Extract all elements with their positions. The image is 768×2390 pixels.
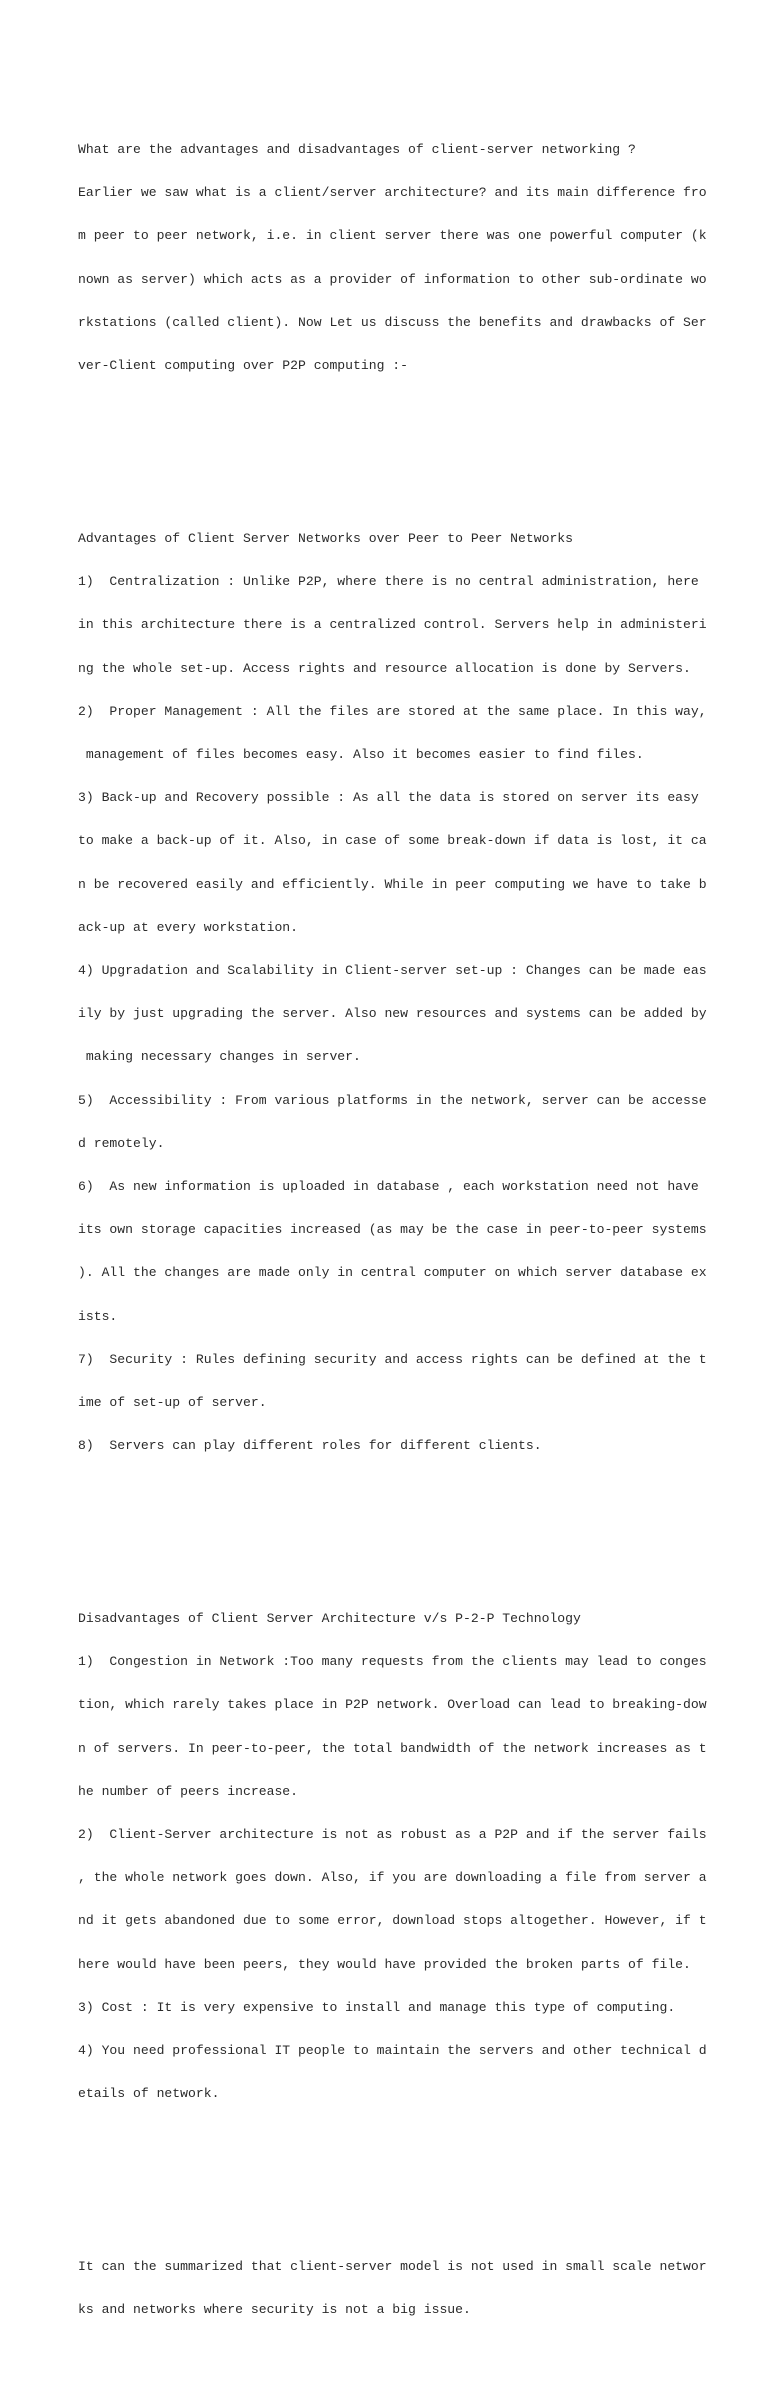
- advantages-line: management of files becomes easy. Also it becomes easier to find files.: [78, 746, 644, 762]
- intro-line: nown as server) which acts as a provider of information to other sub-ordinate wo: [78, 271, 707, 287]
- disadvantages-line: he number of peers increase.: [78, 1783, 299, 1799]
- advantages-line: n be recovered easily and efficiently. While in peer computing we have to take b: [78, 876, 707, 892]
- advantages-line: ily by just upgrading the server. Also new resources and systems can be added by: [78, 1006, 707, 1022]
- advantages-line: making necessary changes in server.: [78, 1049, 361, 1065]
- advantages-line: 6) As new information is uploaded in database , each workstation need not have: [78, 1178, 699, 1194]
- advantages-heading: Advantages of Client Server Networks over Peer to Peer Networks: [78, 530, 574, 546]
- intro-section: [78, 114, 707, 402]
- disadvantages-line: 4) You need professional IT people to maintain the servers and other technical d: [78, 2043, 707, 2059]
- disadvantages-line: , the whole network goes down. Also, if you are downloading a file from server a: [78, 1870, 707, 1886]
- intro-line: Earlier we saw what is a client/server architecture? and its main difference fro: [78, 185, 707, 201]
- paragraph-gap: [78, 445, 698, 459]
- advantages-line: its own storage capacities increased (as may be the case in peer-to-peer systems: [78, 1222, 707, 1238]
- disadvantages-section: [78, 1583, 707, 2130]
- advantages-line: 3) Back-up and Recovery possible : As all the data is stored on server its easy: [78, 790, 699, 806]
- advantages-line: ng the whole set-up. Access rights and resource allocation is done by Servers.: [78, 660, 691, 676]
- intro-line: What are the advantages and disadvantages of client-server networking ?: [78, 142, 636, 158]
- advantages-section: [78, 503, 707, 1482]
- disadvantages-line: 2) Client-Server architecture is not as robust as a P2P and if the server fails: [78, 1827, 707, 1843]
- paragraph-gap: [78, 1526, 698, 1540]
- intro-line: m peer to peer network, i.e. in client server there was one powerful computer (k: [78, 228, 707, 244]
- advantages-line: 2) Proper Management : All the files are stored at the same place. In this way,: [78, 703, 707, 719]
- disadvantages-line: nd it gets abandoned due to some error, download stops altogether. However, if t: [78, 1913, 707, 1929]
- disadvantages-line: here would have been peers, they would have provided the broken parts of file.: [78, 1956, 691, 1972]
- advantages-line: ists.: [78, 1308, 118, 1324]
- conclusion-line: ks and networks where security is not a big issue.: [78, 2302, 471, 2318]
- disadvantages-line: etails of network.: [78, 2086, 220, 2102]
- advantages-line: 1) Centralization : Unlike P2P, where there is no central administration, here: [78, 574, 699, 590]
- disadvantages-line: 1) Congestion in Network :Too many requests from the clients may lead to conges: [78, 1654, 707, 1670]
- advantages-line: 7) Security : Rules defining security and access rights can be defined at the t: [78, 1351, 707, 1367]
- paragraph-gap: [78, 2174, 698, 2188]
- disadvantages-line: tion, which rarely takes place in P2P network. Overload can lead to breaking-dow: [78, 1697, 707, 1713]
- advantages-line: ). All the changes are made only in central computer on which server database ex: [78, 1265, 707, 1281]
- intro-line: rkstations (called client). Now Let us discuss the benefits and drawbacks of Ser: [78, 314, 707, 330]
- advantages-line: in this architecture there is a centralized control. Servers help in administeri: [78, 617, 707, 633]
- disadvantages-line: n of servers. In peer-to-peer, the total bandwidth of the network increases as t: [78, 1740, 707, 1756]
- advantages-line: 4) Upgradation and Scalability in Client-server set-up : Changes can be made eas: [78, 962, 707, 978]
- advantages-line: d remotely.: [78, 1135, 165, 1151]
- conclusion-line: It can the summarized that client-server model is not used in small scale networ: [78, 2259, 707, 2275]
- advantages-line: to make a back-up of it. Also, in case of some break-down if data is lost, it ca: [78, 833, 707, 849]
- advantages-line: 5) Accessibility : From various platforms in the network, server can be accesse: [78, 1092, 707, 1108]
- disadvantages-heading: Disadvantages of Client Server Architecture v/s P-2-P Technology: [78, 1611, 581, 1626]
- conclusion-section: [78, 2231, 707, 2346]
- advantages-line: 8) Servers can play different roles for different clients.: [78, 1438, 542, 1454]
- intro-line: ver-Client computing over P2P computing :-: [78, 358, 409, 374]
- document-body: [78, 71, 707, 2390]
- advantages-line: ack-up at every workstation.: [78, 919, 299, 935]
- advantages-line: ime of set-up of server.: [78, 1394, 267, 1410]
- disadvantages-line: 3) Cost : It is very expensive to install and manage this type of computing.: [78, 1999, 676, 2015]
